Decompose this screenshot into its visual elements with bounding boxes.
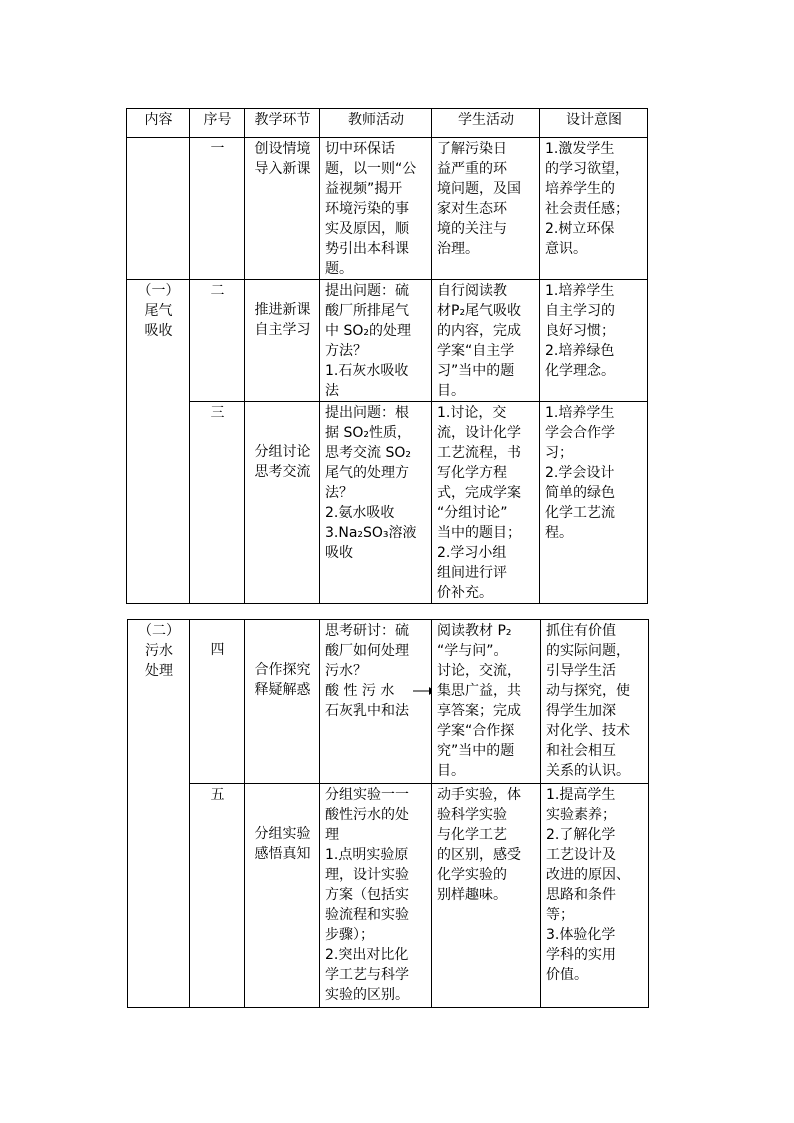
- header-student-activity: 学生活动: [432, 109, 540, 138]
- stage-cell: 创设情境 导入新课: [245, 138, 320, 280]
- table-row: [127, 402, 648, 604]
- stage-cell: 推进新课 自主学习: [245, 280, 320, 402]
- row-number: 四: [190, 620, 245, 784]
- header-design-intent: 设计意图: [540, 109, 648, 138]
- student-activity-cell: 阅读教材 P₂ “学与问”。 讨论，交流， 集思广益，共 享答案；完成 学案“合作探 究”当中的题 目。: [432, 620, 541, 784]
- table-row: [127, 280, 648, 402]
- design-intent-cell: 1.提高学生 实验素养； 2.了解化学 工艺设计及 改进的原因、 思路和条件 等； 3.体验化学 学科的实用 价值。: [541, 784, 649, 1008]
- stage-cell: 合作探究 释疑解惑: [245, 620, 320, 784]
- design-intent-cell: 1.培养学生 自主学习的 良好习惯； 2.培养绿色 化学理念。: [540, 280, 648, 402]
- arrow-icon: [413, 686, 432, 696]
- table-row: [128, 784, 649, 1008]
- header-number: 序号: [190, 109, 245, 138]
- row-number: 三: [190, 402, 245, 604]
- design-intent-cell: 1.培养学生 学会合作学 习； 2.学会设计 简单的绿色 化学工艺流 程。: [540, 402, 648, 604]
- row-number: 一: [190, 138, 245, 280]
- stage-cell: 分组实验 感悟真知: [245, 784, 320, 1008]
- header-teacher-activity: 教师活动: [320, 109, 432, 138]
- section-cell: （一） 尾气 吸收: [127, 280, 190, 604]
- teacher-activity-cell: 提出问题：根 据 SO₂性质， 思考交流 SO₂ 尾气的处理方 法？ 2.氨水吸收 3.Na₂SO₃溶液 吸收: [320, 402, 432, 604]
- design-intent-cell: 抓住有价值 的实际问题， 引导学生活 动与探究，使 得学生加深 对化学、技术 和社会相互 关系的认识。: [541, 620, 649, 784]
- student-activity-cell: 动手实验，体 验科学实验 与化学工艺 的区别，感受 化学实验的 别样趣味。: [432, 784, 541, 1008]
- header-content: 内容: [127, 109, 190, 138]
- row-number: 五: [190, 784, 245, 1008]
- row-number: 二: [190, 280, 245, 402]
- design-intent-cell: 1.激发学生 的学习欲望， 培养学生的 社会责任感； 2.树立环保 意识。: [540, 138, 648, 280]
- student-activity-cell: 1.讨论，交 流，设计化学 工艺流程，书 写化学方程 式，完成学案 “分组讨论” 当中的题目； 2.学习小组 组间进行评 价补充。: [432, 402, 540, 604]
- section-cell-empty: [127, 138, 190, 280]
- table-row: [127, 138, 648, 280]
- section-cell: （二） 污水 处理: [128, 620, 190, 1008]
- teacher-activity-cell: 提出问题：硫 酸厂所排尾气 中 SO₂的处理 方法？ 1.石灰水吸收 法: [320, 280, 432, 402]
- stage-cell: 分组讨论 思考交流: [245, 402, 320, 604]
- table-header-row: [127, 109, 648, 138]
- table-row: [128, 620, 649, 784]
- lesson-table-part-1: [126, 108, 648, 604]
- teacher-activity-cell: 分组实验一一 酸性污水的处 理 1.点明实验原 理，设计实验 方案（包括实 验流程和实验 步骤）； 2.突出对比化 学工艺与科学 实验的区别。: [320, 784, 432, 1008]
- teacher-activity-cell: 切中环保话 题，以一则“公 益视频”揭开 环境污染的事 实及原因，顺 势引出本科课 题。: [320, 138, 432, 280]
- student-activity-cell: 自行阅读教 材P₂尾气吸收 的内容，完成 学案“自主学 习”当中的题 目。: [432, 280, 540, 402]
- student-activity-cell: 了解污染日 益严重的环 境问题，及国 家对生态环 境的关注与 治理。: [432, 138, 540, 280]
- lesson-table-part-2: [127, 619, 649, 1008]
- header-stage: 教学环节: [245, 109, 320, 138]
- teacher-activity-cell: 思考研讨：硫 酸厂如何处理 污水？ 酸 性 污 水 石灰乳中和法: [320, 620, 432, 784]
